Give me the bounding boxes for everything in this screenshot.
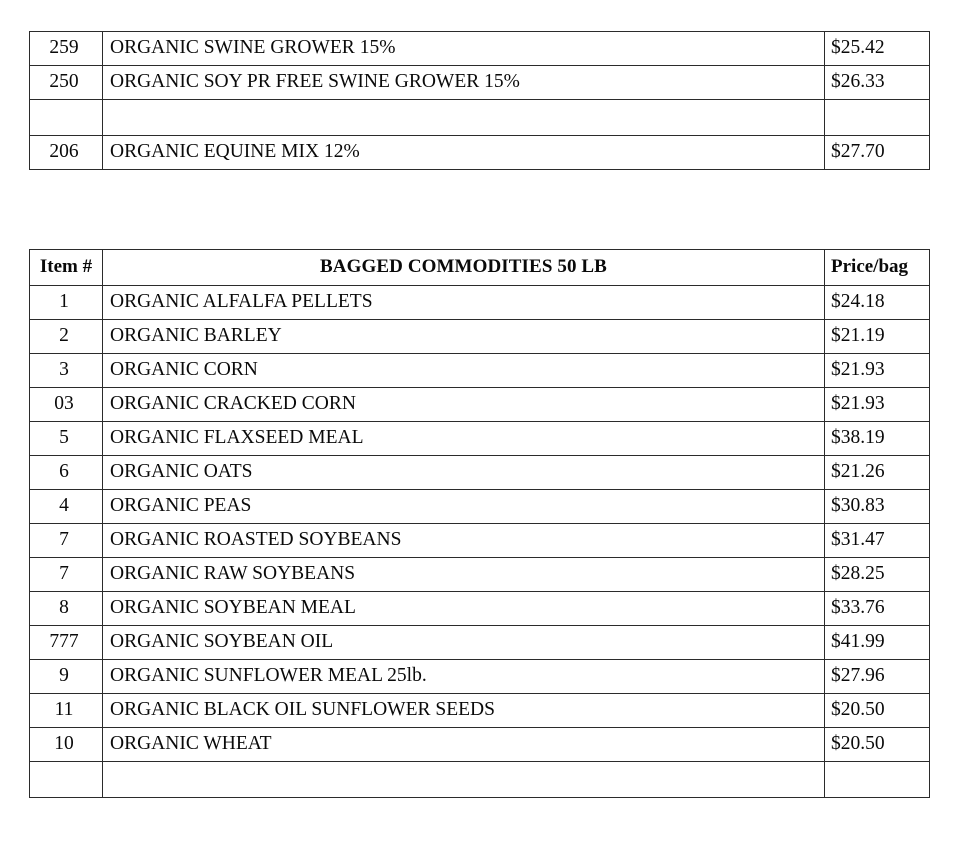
cell-price: $38.19 [825,422,930,456]
cell-item-number: 8 [30,592,103,626]
table-row [30,524,930,558]
cell-item-number: 11 [30,694,103,728]
table-row-blank [30,762,930,798]
cell-price: $21.93 [825,354,930,388]
cell-description: ORGANIC CORN [103,354,825,388]
cell-item-number [30,100,103,136]
cell-description: ORGANIC ROASTED SOYBEANS [103,524,825,558]
cell-price: $21.26 [825,456,930,490]
table-body [30,32,930,170]
table-row [30,592,930,626]
cell-price: $20.50 [825,694,930,728]
table-row [30,558,930,592]
cell-item-number: 5 [30,422,103,456]
cell-item-number: 7 [30,558,103,592]
table-row [30,626,930,660]
cell-description: ORGANIC BLACK OIL SUNFLOWER SEEDS [103,694,825,728]
table-row [30,388,930,422]
cell-description: ORGANIC WHEAT [103,728,825,762]
table-row [30,694,930,728]
cell-item-number: 250 [30,66,103,100]
header-cell-description: BAGGED COMMODITIES 50 LB [103,250,825,286]
feed-price-table-continued [29,31,930,170]
bagged-commodities-table [29,249,930,798]
cell-description: ORGANIC EQUINE MIX 12% [103,136,825,170]
cell-price: $21.19 [825,320,930,354]
header-cell-item-number: Item # [30,250,103,286]
cell-description [103,762,825,798]
header-cell-price: Price/bag [825,250,930,286]
cell-description: ORGANIC SOYBEAN MEAL [103,592,825,626]
cell-price: $27.96 [825,660,930,694]
cell-description: ORGANIC SOY PR FREE SWINE GROWER 15% [103,66,825,100]
cell-item-number: 4 [30,490,103,524]
cell-price: $21.93 [825,388,930,422]
table-row [30,136,930,170]
cell-price: $31.47 [825,524,930,558]
cell-item-number: 10 [30,728,103,762]
table-row [30,728,930,762]
table-row [30,490,930,524]
table-body [30,286,930,798]
table-row [30,660,930,694]
cell-description: ORGANIC RAW SOYBEANS [103,558,825,592]
cell-description: ORGANIC FLAXSEED MEAL [103,422,825,456]
cell-description: ORGANIC ALFALFA PELLETS [103,286,825,320]
cell-description: ORGANIC SOYBEAN OIL [103,626,825,660]
cell-item-number: 2 [30,320,103,354]
cell-price: $41.99 [825,626,930,660]
table-row [30,286,930,320]
cell-item-number: 259 [30,32,103,66]
cell-item-number: 03 [30,388,103,422]
cell-price [825,762,930,798]
cell-item-number: 777 [30,626,103,660]
cell-item-number: 1 [30,286,103,320]
cell-description: ORGANIC SWINE GROWER 15% [103,32,825,66]
table-row [30,354,930,388]
cell-item-number: 3 [30,354,103,388]
table-row [30,32,930,66]
table-row [30,66,930,100]
table-header [30,250,930,286]
cell-price: $28.25 [825,558,930,592]
cell-price: $20.50 [825,728,930,762]
cell-price [825,100,930,136]
cell-price: $25.42 [825,32,930,66]
cell-price: $27.70 [825,136,930,170]
cell-item-number: 6 [30,456,103,490]
cell-description: ORGANIC SUNFLOWER MEAL 25lb. [103,660,825,694]
cell-price: $33.76 [825,592,930,626]
table-row [30,456,930,490]
table-row [30,422,930,456]
table-header-row [30,250,930,286]
cell-description: ORGANIC OATS [103,456,825,490]
cell-description: ORGANIC CRACKED CORN [103,388,825,422]
cell-item-number [30,762,103,798]
cell-description: ORGANIC PEAS [103,490,825,524]
cell-item-number: 206 [30,136,103,170]
cell-item-number: 7 [30,524,103,558]
cell-description: ORGANIC BARLEY [103,320,825,354]
table-row [30,320,930,354]
cell-price: $26.33 [825,66,930,100]
cell-item-number: 9 [30,660,103,694]
cell-description [103,100,825,136]
cell-price: $24.18 [825,286,930,320]
table-row-blank [30,100,930,136]
cell-price: $30.83 [825,490,930,524]
